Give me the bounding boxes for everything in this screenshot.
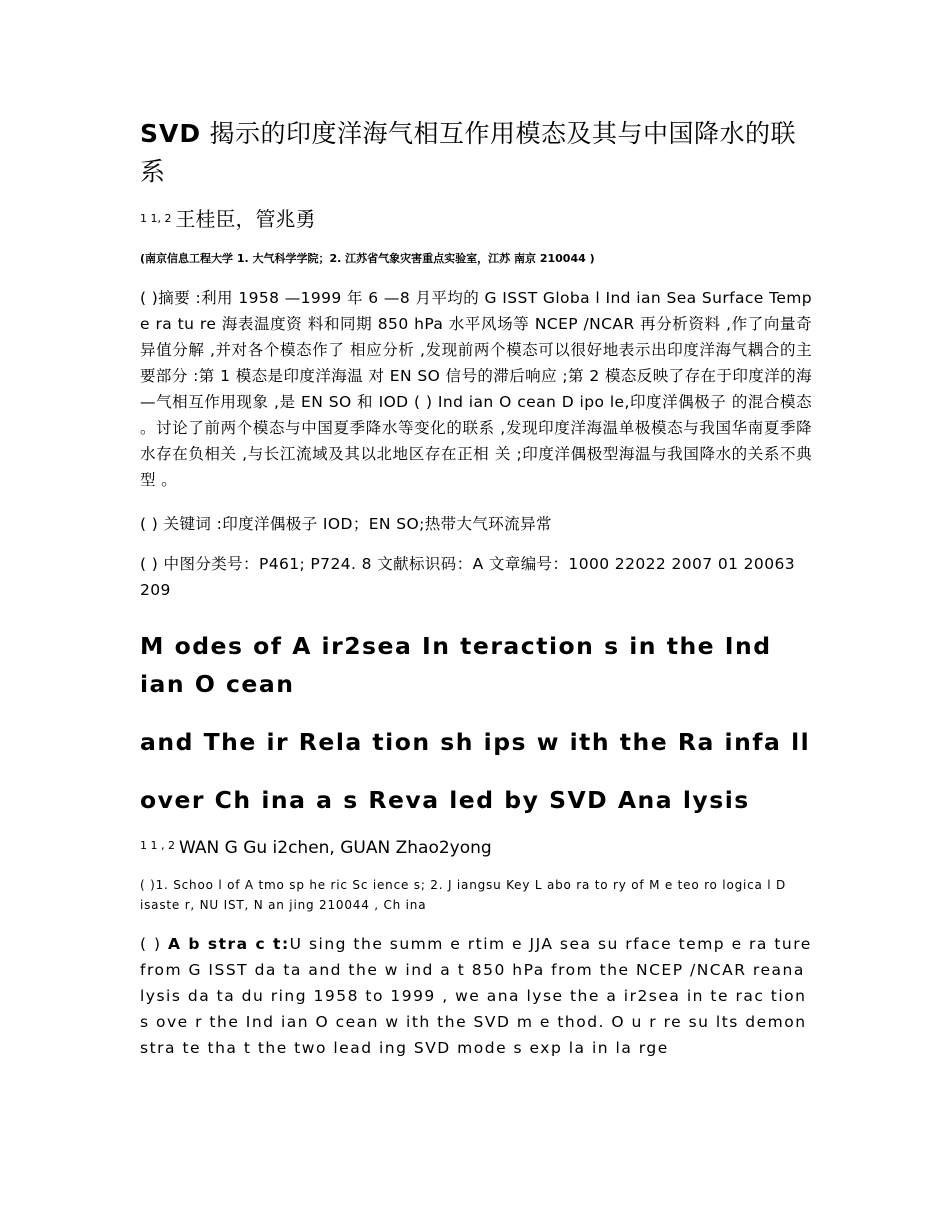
english-affiliation: ( )1. Schoo l of A tmo sp he ric Sc ience s; 2. J iangsu Key L abo ra to ry of M e teo ro logica l D isaste r, NU IST, N an jing 210044 , Ch ina [140,877,787,912]
english-abstract-prefix: ( ) [140,934,168,953]
chinese-title-text: 揭示的印度洋海气相互作用模态及其与中国降水的联系 [140,119,797,186]
english-title-line-3: over Ch ina a s Reva led by SVD Ana lysis [140,785,750,814]
chinese-keywords: ( ) 关键词 :印度洋偶极子 IOD；EN SO;热带大气环流异常 [140,514,552,533]
chinese-title [140,115,812,191]
english-abstract-heading: A b stra c t: [167,934,290,953]
chinese-authors-affiliation-marks: 1 1, 2 [140,211,172,225]
chinese-authors-names: 王桂臣，管兆勇 [175,207,316,231]
paper-page [140,115,812,1061]
chinese-authors [140,207,812,233]
chinese-abstract: ( )摘要 :利用 1958 —1999 年 6 —8 月平均的 G ISST Globa l Ind ian Sea Surface Temp e ra tu re 海表温度资 料和同期 850 hPa 水平风场等 NCEP /NCAR 再分析资料 ,作了向量奇异值分解 ,并对各个模态作了 相应分析 ,发现前两个模态可以很好地表示出印度洋海气耦合的主要部分 :第 1 模态是印度洋海温 对 EN SO 信号的滞后响应 ;第 2 模态反映了存在于印度洋的海 —气相互作用现象 ,是 EN SO 和 IOD ( ) Ind ian O cean D ipo le,印度洋偶极子 的混合模态 。讨论了前两个模态与中国夏季降水等变化的联系 ,发现印度洋海温单极模态与我国华南夏季降水存在负相关 ,与长江流域及其以北地区存在正相 关 ;印度洋偶极型海温与我国降水的关系不典型 。 [140,288,812,489]
english-authors-names: WAN G Gu i2chen, GUAN Zhao2yong [178,837,492,858]
english-authors-affiliation-marks: 1 1 , 2 [140,838,175,852]
english-title-line-2: and The ir Rela tion sh ips w ith the Ra infa ll [140,727,811,756]
chinese-affiliation: (南京信息工程大学 1. 大气科学学院；2. 江苏省气象灾害重点实验室，江苏 南京 210044 ) [140,251,595,265]
english-title-line-1: M odes of A ir2sea In teraction s in the Ind ian O cean [140,631,772,698]
chinese-classification: ( ) 中图分类号：P461; P724. 8 文献标识码：A 文章编号：1000 22022 2007 01 20063 209 [140,554,795,599]
chinese-title-svd: SVD [140,119,202,148]
english-abstract [140,931,812,1061]
english-authors [140,837,812,859]
english-abstract-body: U sing the summ e rtim e JJA sea su rface temp e ra ture from G ISST da ta and the w ind a t 850 hPa from the NCEP /NCAR reana lysis da ta du ring 1958 to 1999 , we ana lyse the a ir2sea in te rac tion s ove r the Ind ian O cean w ith the SVD m e thod. O u r re su lts demon stra te tha t the two lead ing SVD mode s exp la in la rge [140,934,812,1057]
